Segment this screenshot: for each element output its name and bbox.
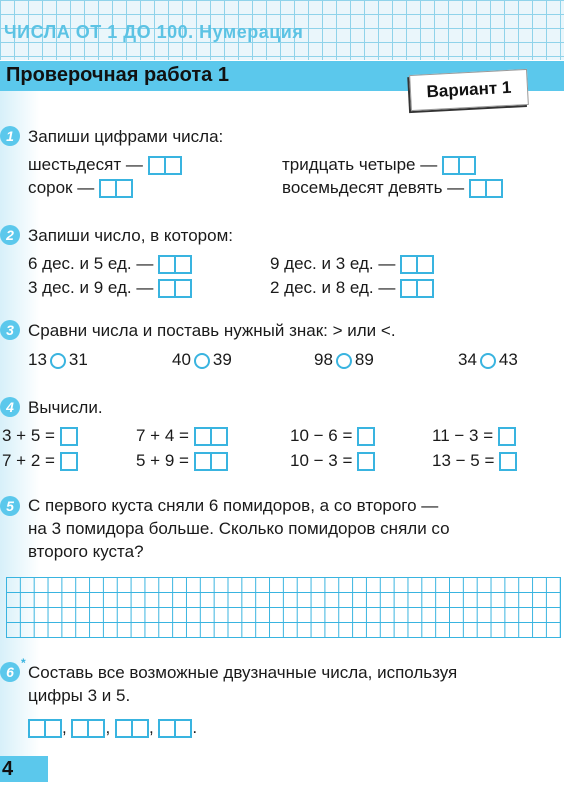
expression: [2, 426, 78, 446]
task2-item-label: 2 дес. и 8 ед. —: [270, 278, 396, 297]
compare-pair: [28, 350, 88, 370]
expression-text: 3 + 5 =: [2, 426, 55, 445]
separator: ,: [105, 718, 111, 737]
expression: [290, 426, 375, 446]
answer-box-2digit[interactable]: [194, 427, 228, 446]
answer-box-2digit[interactable]: [400, 279, 434, 298]
answer-box-2digit[interactable]: [115, 719, 149, 738]
task2-prompt: Запиши число, в котором:: [28, 226, 233, 245]
compare-right: 43: [498, 350, 518, 369]
expression-text: 11 − 3 =: [432, 426, 494, 445]
answer-box-2digit[interactable]: [400, 255, 434, 274]
answer-box-2digit[interactable]: [28, 719, 62, 738]
answer-box-2digit[interactable]: [442, 156, 476, 175]
task1-item-label: тридцать четыре —: [282, 155, 438, 174]
task1-item-label: сорок —: [28, 178, 95, 197]
answer-box-2digit[interactable]: [469, 179, 503, 198]
task6-line: Составь все возможные двузначные числа, используя: [28, 663, 458, 682]
answer-grid[interactable]: [6, 577, 561, 638]
compare-sign-circle[interactable]: [480, 353, 496, 369]
work-title: Проверочная работа 1: [6, 64, 229, 86]
task-number-3: 3: [0, 320, 20, 340]
task5-line: второго куста?: [28, 542, 144, 561]
compare-pair: [314, 350, 374, 370]
answer-box-1digit[interactable]: [498, 427, 516, 446]
compare-left: 98: [314, 350, 333, 369]
task6-star: *: [21, 656, 26, 670]
task5-line: С первого куста сняли 6 помидоров, а со второго —: [28, 496, 439, 515]
compare-left: 40: [172, 350, 191, 369]
expression-text: 10 − 3 =: [290, 451, 353, 470]
task6-answers: [28, 718, 197, 738]
expression: [290, 451, 375, 471]
task1-item-label: шестьдесят —: [28, 155, 143, 174]
task2-item: [270, 254, 434, 274]
compare-sign-circle[interactable]: [194, 353, 210, 369]
task3-prompt: Сравни числа и поставь нужный знак: > или <.: [28, 321, 396, 340]
task2-item-label: 6 дес. и 5 ед. —: [28, 254, 154, 273]
task-number-4: 4: [0, 397, 20, 417]
expression: [136, 451, 228, 471]
answer-box-2digit[interactable]: [158, 255, 192, 274]
task-number-2: 2: [0, 225, 20, 245]
task2-item-label: 9 дес. и 3 ед. —: [270, 254, 396, 273]
expression: [136, 426, 228, 446]
expression: [432, 426, 516, 446]
answer-box-1digit[interactable]: [60, 427, 78, 446]
answer-box-1digit[interactable]: [60, 452, 78, 471]
task-number-5: 5: [0, 496, 20, 516]
compare-left: 34: [458, 350, 477, 369]
task1-item: [282, 155, 476, 175]
compare-right: 39: [212, 350, 232, 369]
compare-sign-circle[interactable]: [336, 353, 352, 369]
task2-item-label: 3 дес. и 9 ед. —: [28, 278, 154, 297]
compare-left: 13: [28, 350, 47, 369]
answer-box-1digit[interactable]: [357, 427, 375, 446]
answer-box-2digit[interactable]: [194, 452, 228, 471]
compare-right: 31: [68, 350, 88, 369]
answer-box-2digit[interactable]: [158, 279, 192, 298]
compare-pair: [458, 350, 518, 370]
answer-box-1digit[interactable]: [499, 452, 517, 471]
task1-prompt: Запиши цифрами числа:: [28, 127, 224, 146]
expression-text: 7 + 4 =: [136, 426, 189, 445]
answer-box-2digit[interactable]: [148, 156, 182, 175]
expression-text: 5 + 9 =: [136, 451, 189, 470]
task1-item-label: восемьдесят девять —: [282, 178, 465, 197]
compare-right: 89: [354, 350, 374, 369]
answer-box-2digit[interactable]: [99, 179, 133, 198]
expression: [2, 451, 78, 471]
page-number: 4: [0, 756, 48, 782]
compare-sign-circle[interactable]: [50, 353, 66, 369]
task-number-6: 6: [0, 662, 20, 682]
task2-item: [270, 278, 434, 298]
task1-item: [28, 178, 133, 198]
task2-item: [28, 278, 192, 298]
section-title: ЧИСЛА ОТ 1 ДО 100. Нумерация: [4, 22, 304, 42]
answer-box-2digit[interactable]: [71, 719, 105, 738]
separator: ,: [148, 718, 154, 737]
expression-text: 7 + 2 =: [2, 451, 55, 470]
expression-text: 13 − 5 =: [432, 451, 495, 470]
task1-item: [282, 178, 503, 198]
task5-line: на 3 помидора больше. Сколько помидоров сняли со: [28, 519, 450, 538]
task-number-1: 1: [0, 126, 20, 146]
task6-line: цифры 3 и 5.: [28, 686, 131, 705]
expression: [432, 451, 517, 471]
answer-box-2digit[interactable]: [158, 719, 192, 738]
separator: ,: [62, 718, 67, 737]
compare-pair: [172, 350, 232, 370]
answer-box-1digit[interactable]: [357, 452, 375, 471]
end-period: .: [192, 718, 198, 737]
task2-item: [28, 254, 192, 274]
expression-text: 10 − 6 =: [290, 426, 353, 445]
task1-item: [28, 155, 182, 175]
task4-prompt: Вычисли.: [28, 398, 103, 417]
variant-label: Вариант 1: [409, 69, 529, 111]
